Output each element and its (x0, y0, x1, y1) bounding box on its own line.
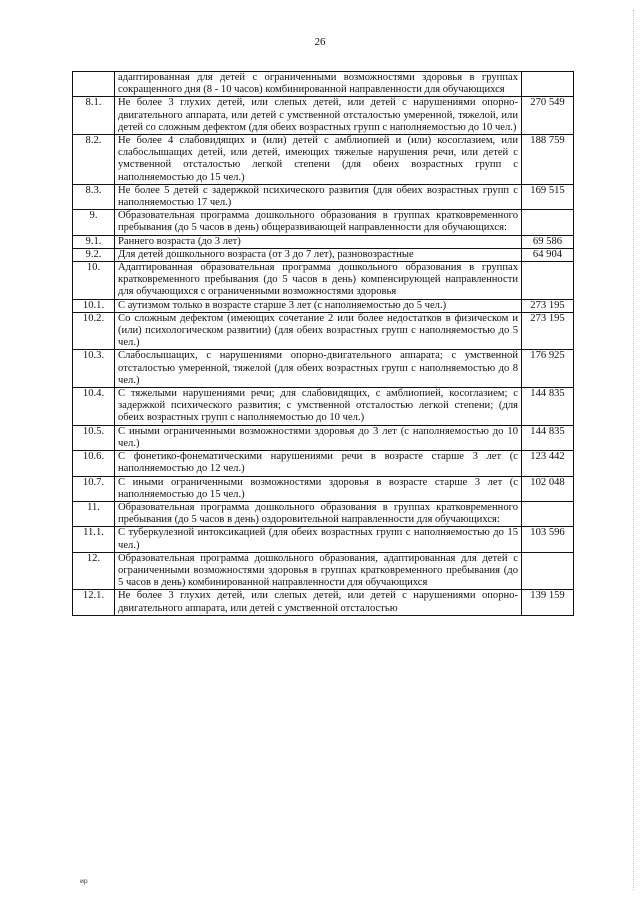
row-number: 11.1. (73, 527, 115, 552)
row-number: 10.5. (73, 425, 115, 450)
table-row (73, 476, 574, 501)
table-row (73, 350, 574, 388)
table-row (73, 388, 574, 426)
row-value: 69 586 (522, 235, 574, 248)
row-value: 169 515 (522, 184, 574, 209)
footer-mark: ир (80, 878, 88, 885)
row-value (522, 501, 574, 526)
row-number: 8.3. (73, 184, 115, 209)
row-value (522, 72, 574, 97)
table-row (73, 527, 574, 552)
table-row (73, 97, 574, 135)
row-number: 9.1. (73, 235, 115, 248)
row-number: 10. (73, 262, 115, 300)
row-description: Со сложным дефектом (имеющих сочетание 2 или более недостатков в физическом и (или) психологическом развитии) (для обеих возрастных групп с наполняемостью до 5 чел.) (115, 312, 522, 350)
table-row (73, 312, 574, 350)
row-description: С туберкулезной интоксикацией (для обеих возрастных групп с наполняемостью до 15 чел.) (115, 527, 522, 552)
row-description: Образовательная программа дошкольного образования, адаптированная для детей с ограниченными возможностями здоровья в группах кратковременного пребывания (до 5 часов в день) комбинированной направленности для обучающихся (115, 552, 522, 590)
row-description: С тяжелыми нарушениями речи; для слабовидящих, с амблиопией, косоглазием; с задержкой психического развития; с умственной отсталостью легкой степени; (для обеих возрастных групп с наполняемостью до 10 чел.) (115, 388, 522, 426)
table-row (73, 235, 574, 248)
row-description: Для детей дошкольного возраста (от 3 до 7 лет), разновозрастные (115, 248, 522, 261)
row-description: С аутизмом только в возрасте старше 3 лет (с наполняемостью до 5 чел.) (115, 299, 522, 312)
row-number (73, 72, 115, 97)
row-description: Образовательная программа дошкольного образования в группах кратковременного пребывания (до 5 часов в день) оздоровительной направленности для обучающихся: (115, 501, 522, 526)
row-description: С фонетико-фонематическими нарушениями речи в возрасте старше 3 лет (с наполняемостью до 12 чел.) (115, 451, 522, 476)
row-description: С иными ограниченными возможностями здоровья в возрасте старше 3 лет (с наполняемостью до 15 чел.) (115, 476, 522, 501)
row-description: Слабослышащих, с нарушениями опорно-двигательного аппарата; с умственной отсталостью умеренной, тяжелой (для обеих возрастных групп с наполняемостью до 8 чел.) (115, 350, 522, 388)
row-description: Адаптированная образовательная программа дошкольного образования в группах кратковременного пребывания (до 5 часов в день) компенсирующей направленности для обучающихся с ограниченными возможностями здоровья (115, 262, 522, 300)
row-value: 273 195 (522, 312, 574, 350)
row-number: 10.1. (73, 299, 115, 312)
table-row (73, 501, 574, 526)
table-row (73, 184, 574, 209)
row-number: 10.4. (73, 388, 115, 426)
tariff-table (72, 71, 574, 616)
row-number: 11. (73, 501, 115, 526)
row-value: 144 835 (522, 425, 574, 450)
row-value: 273 195 (522, 299, 574, 312)
row-number: 10.6. (73, 451, 115, 476)
table-row (73, 552, 574, 590)
row-value (522, 552, 574, 590)
row-value: 102 048 (522, 476, 574, 501)
row-number: 9. (73, 210, 115, 235)
table-row (73, 590, 574, 615)
table-row (73, 248, 574, 261)
row-value: 270 549 (522, 97, 574, 135)
row-description: Не более 4 слабовидящих и (или) детей с амблиопией и (или) косоглазием, или слабослышащих детей, или детей, имеющих тяжелые нарушения речи, или детей с умственной отсталостью легкой степени (для обеих возрастных групп с наполняемостью до 15 чел.) (115, 135, 522, 185)
row-value: 139 159 (522, 590, 574, 615)
row-value (522, 262, 574, 300)
table-row (73, 425, 574, 450)
table-row (73, 451, 574, 476)
page-number: 26 (314, 36, 326, 48)
row-description: Раннего возраста (до 3 лет) (115, 235, 522, 248)
table-row (73, 299, 574, 312)
row-description: С иными ограниченными возможностями здоровья до 3 лет (с наполняемостью до 10 чел.) (115, 425, 522, 450)
row-number: 10.3. (73, 350, 115, 388)
row-number: 12. (73, 552, 115, 590)
row-value: 188 759 (522, 135, 574, 185)
row-number: 10.2. (73, 312, 115, 350)
row-value (522, 210, 574, 235)
row-number: 8.1. (73, 97, 115, 135)
row-description: Образовательная программа дошкольного образования в группах кратковременного пребывания (до 5 часов в день) общеразвивающей направленности для обучающихся: (115, 210, 522, 235)
row-value: 103 596 (522, 527, 574, 552)
row-value: 176 925 (522, 350, 574, 388)
row-value: 144 835 (522, 388, 574, 426)
row-description: адаптированная для детей с ограниченными возможностями здоровья в группах сокращенного дня (8 - 10 часов) комбинированной направленности для обучающихся (115, 72, 522, 97)
row-value: 64 904 (522, 248, 574, 261)
row-value: 123 442 (522, 451, 574, 476)
row-number: 10.7. (73, 476, 115, 501)
table-row (73, 210, 574, 235)
row-number: 9.2. (73, 248, 115, 261)
table-row (73, 262, 574, 300)
row-description: Не более 3 глухих детей, или слепых детей, или детей с нарушениями опорно-двигательного аппарата, или детей с умственной отсталостью умеренной, тяжелой, или детей со сложным дефектом (для обеих возрастных групп с наполняемостью до 10 чел.) (115, 97, 522, 135)
table-row (73, 135, 574, 185)
scan-edge-line (633, 10, 634, 890)
row-number: 8.2. (73, 135, 115, 185)
row-number: 12.1. (73, 590, 115, 615)
table-row (73, 72, 574, 97)
row-description: Не более 3 глухих детей, или слепых детей, или детей с нарушениями опорно-двигательного аппарата, или детей с умственной отсталостью (115, 590, 522, 615)
row-description: Не более 5 детей с задержкой психического развития (для обеих возрастных групп с наполняемостью 17 чел.) (115, 184, 522, 209)
